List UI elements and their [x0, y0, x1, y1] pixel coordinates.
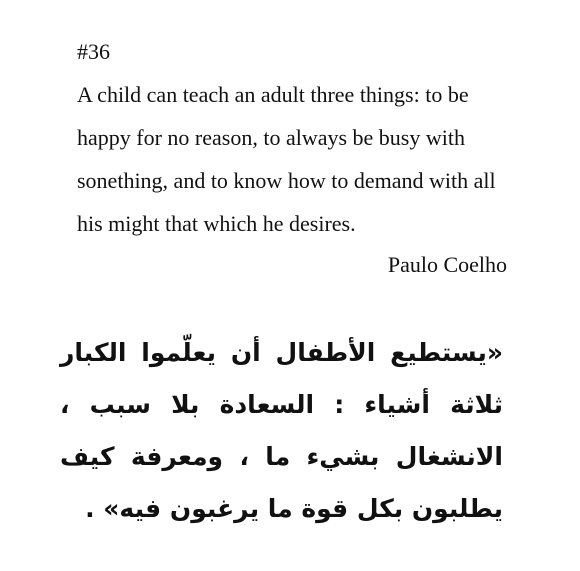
english-quote-text: A child can teach an adult three things: to be happy for no reason, to always be busy with sonething, and to know how to demand with all his might that which he desires. — [77, 82, 496, 236]
arabic-quote-text: «يستطيع الأطفال أن يعلّموا الكبار ثلاثة أشياء : السعادة بلا سبب ، الانشغال بشيء ما ، ومعرفة كيف يطلبون بكل قوة ما يرغبون فيه» . — [60, 338, 503, 523]
quote-author: Paulo Coelho — [387, 252, 507, 277]
english-quote-block — [77, 30, 507, 286]
quote-number: #36 — [77, 39, 110, 64]
